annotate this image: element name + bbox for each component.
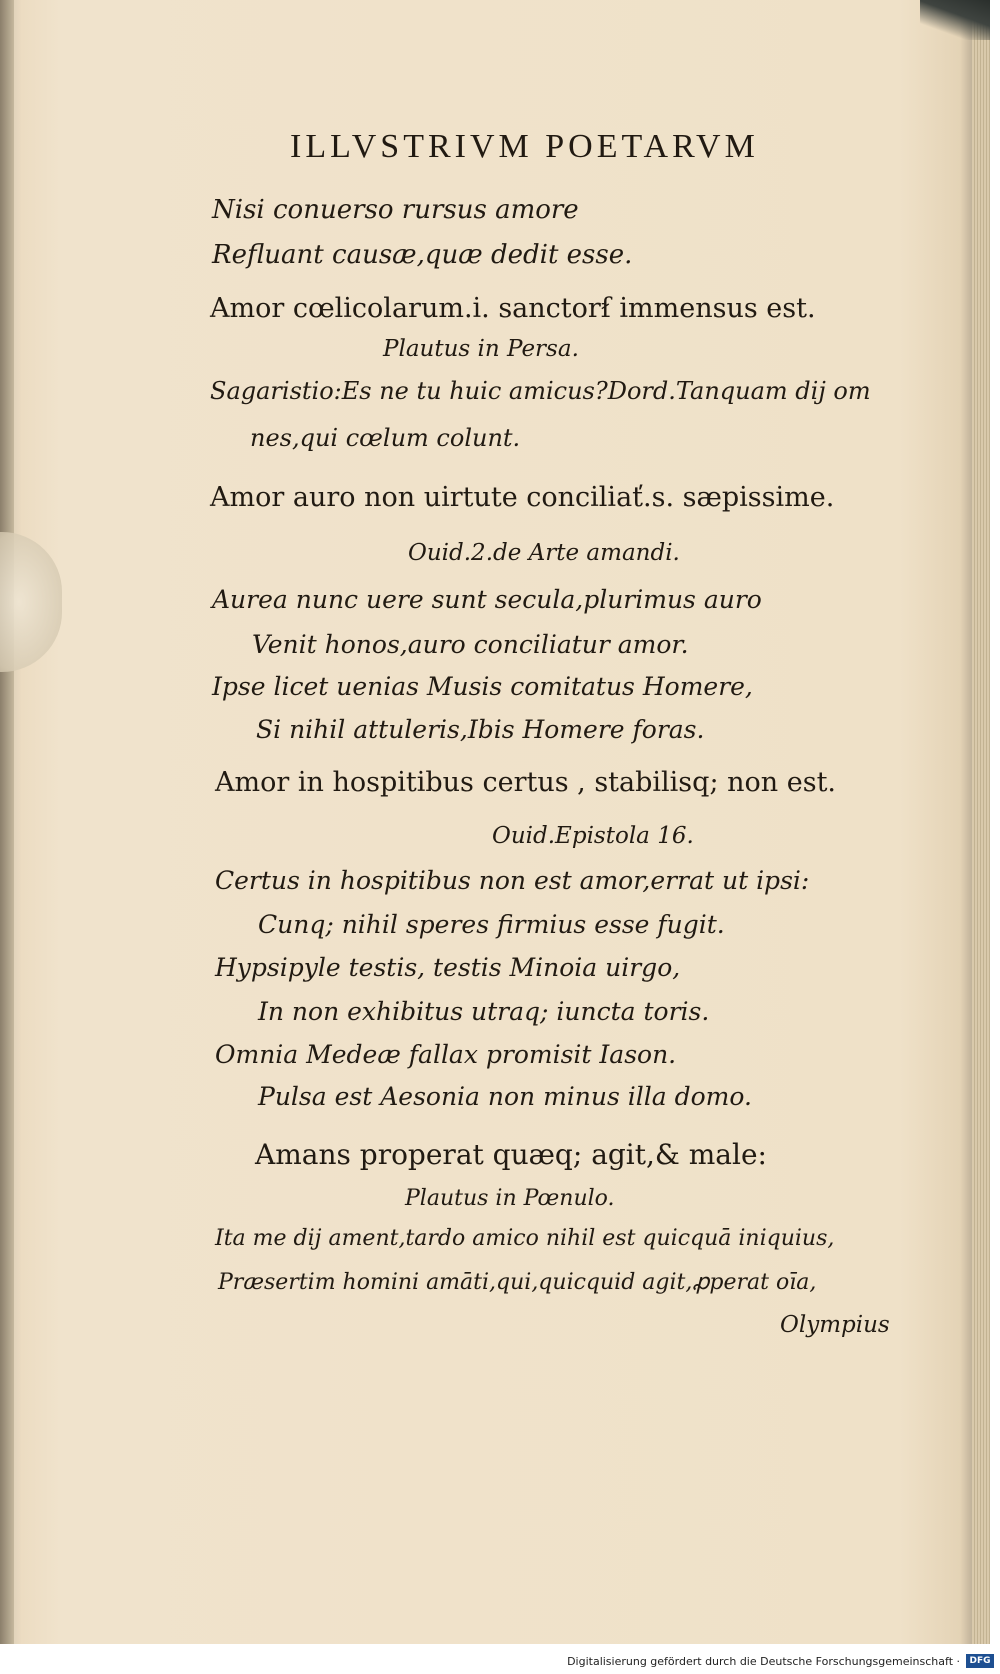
text-line: nes,qui cœlum colunt. (250, 424, 521, 452)
text-line: Ita me dij ament,tardo amico nihil est quicquā iniquius, (215, 1226, 835, 1251)
text-line: Præsertim homini amāti,qui,quicquid agit,ꝓperat oīa, (218, 1270, 817, 1295)
text-line: Si nihil attuleris,Ibis Homere foras. (256, 715, 705, 744)
text-line: Certus in hospitibus non est amor,errat ut ipsi: (215, 866, 810, 895)
gutter-shadow (0, 0, 14, 1674)
source-line: Ouid.2.de Arte amandi. (408, 540, 680, 566)
text-line: Nisi conuerso rursus amore (212, 195, 579, 225)
source-line: Plautus in Persa. (383, 336, 579, 362)
page-marker-tab (0, 532, 62, 672)
section-heading: Amor auro non uirtute conciliať.s. sæpissime. (210, 482, 835, 513)
section-heading: Amor in hospitibus certus , stabilisq; non est. (215, 767, 837, 798)
text-line: Hypsipyle testis, testis Minoia uirgo, (215, 953, 681, 982)
source-line: Ouid.Epistola 16. (492, 823, 694, 849)
funding-notice: Digitalisierung gefördert durch die Deutsche Forschungsgemeinschaft · (567, 1655, 960, 1668)
text-line: Venit honos,auro conciliatur amor. (252, 630, 689, 659)
section-heading: Amor cœlicolarum.i. sanctorẜ immensus est. (210, 293, 816, 324)
page-fore-edge (972, 0, 990, 1674)
text-line: Sagaristio:Es ne tu huic amicus?Dord.Tanquam dij om (210, 377, 871, 405)
text-line: In non exhibitus utraq; iuncta toris. (258, 997, 710, 1026)
text-line: Refluant causæ,quæ dedit esse. (212, 240, 633, 270)
text-line: Ipse licet uenias Musis comitatus Homere, (212, 672, 753, 701)
source-line: Plautus in Pœnulo. (405, 1186, 615, 1211)
text-line: Omnia Medeæ fallax promisit Iason. (215, 1040, 677, 1069)
catchword: Olympius (780, 1312, 890, 1338)
text-line: Pulsa est Aesonia non minus illa domo. (258, 1082, 752, 1111)
section-heading: Amans properat quæq; agit,& male: (255, 1138, 767, 1171)
text-line: Aurea nunc uere sunt secula,plurimus auro (212, 585, 762, 614)
text-line: Cunq; nihil speres firmius esse fugit. (258, 910, 725, 939)
footer-bar (0, 1644, 1000, 1674)
dfg-logo-icon: DFG (966, 1654, 994, 1668)
running-head: ILLVSTRIVM POETARVM (290, 128, 759, 165)
binding-corner (920, 0, 990, 40)
